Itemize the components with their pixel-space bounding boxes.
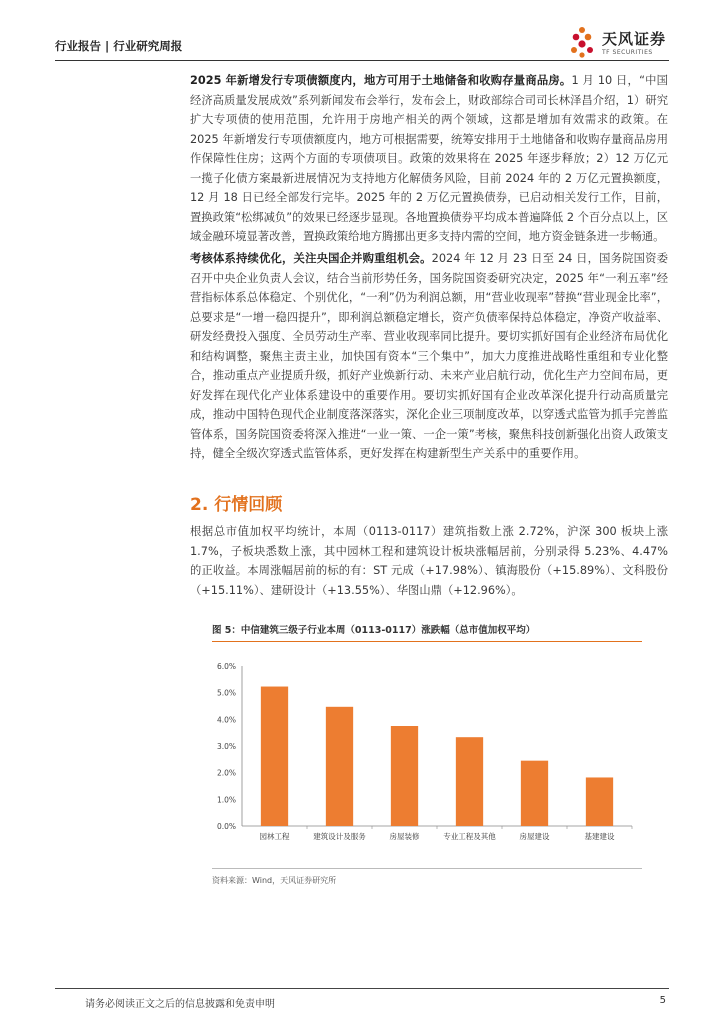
y-tick-label: 6.0% — [216, 662, 236, 671]
x-tick-label: 园林工程 — [259, 832, 290, 841]
logo-brand-en: TF SECURITIES — [602, 49, 653, 56]
bar — [391, 726, 418, 826]
figure-source: 资料来源：Wind，天风证券研究所 — [212, 876, 337, 885]
x-tick-label: 房屋建设 — [519, 832, 550, 841]
footer-divider — [55, 988, 669, 989]
paragraph-body: 2024 年 12 月 23 日至 24 日，国务院国资委召开中央企业负责人会议，结合当前形势任务，国务院国资委研究决定，2025 年“一利五率”经营指标体系总体稳定、个别优化，“一利”仍为利润总额，用“营业收现率”替换“营业现金比率”，总要求是“一增一稳四提升”，即利润总额稳定增长，资产负债率保持总体稳定，净资产收益率、研发经费投入强度、全员劳动生产率、营业收现率同比提升。要切实抓好国有企业经济布局优化和结构调整，聚焦主责主业，加快国有资本“三个集中”，加大力度推进战略性重组和专业化整合，推动重点产业提质升级，抓好产业焕新行动、未来产业启航行动，优化生产力空间布局，更好发挥在现代化产业体系建设中的重要作用。要切实抓好国有企业改革深化提升行动高质量完成，推动中国特色现代企业制度落深落实，深化企业三项制度改革，以穿透式监管为抓手完善监管体系，国务院国资委将深入推进“一业一策、一企一策”考核，聚焦科技创新强化出资人政策支持，健全全级次穿透式监管体系，更好发挥在构建新型生产关系中的重要作用。 — [190, 252, 668, 460]
bar — [326, 707, 353, 826]
paragraph-body: 根据总市值加权平均统计，本周（0113-0117）建筑指数上涨 2.72%，沪深 300 板块上涨 1.7%，子板块悉数上涨，其中园林工程和建筑设计板块涨幅居前，分别录得 5.23%、4.47% 的正收益。本周涨幅居前的标的有：ST 元成（+17.98%）、镇海股份（+15.89%）、文科股份（+15.11%）、建研设计（+13.55%）、华图山鼎（+12.96%）。 — [190, 525, 668, 597]
y-tick-label: 3.0% — [216, 742, 236, 751]
y-tick-label: 0.0% — [216, 822, 236, 831]
bar — [456, 737, 483, 826]
paragraph-special-bonds — [190, 71, 668, 247]
report-header: 行业报告 | 行业研究周报 — [55, 39, 183, 53]
y-tick-label: 2.0% — [216, 768, 236, 778]
bar-chart — [212, 648, 642, 866]
paragraph-assessment-system — [190, 249, 668, 464]
figure-top-rule — [212, 641, 642, 642]
y-tick-label: 5.0% — [216, 688, 236, 698]
figure-title: 图 5：中信建筑三级子行业本周（0113-0117）涨跌幅（总市值加权平均） — [212, 625, 536, 636]
bar — [521, 761, 548, 826]
figure-bottom-rule — [212, 868, 642, 869]
x-tick-label: 建筑设计及服务 — [313, 832, 366, 841]
bar — [586, 777, 613, 826]
x-tick-label: 房屋装修 — [389, 832, 420, 841]
footer-disclaimer: 请务必阅读正文之后的信息披露和免责申明 — [85, 999, 275, 1010]
paragraph-body: 1 月 10 日，“中国经济高质量发展成效”系列新闻发布会举行，发布会上，财政部综合司司长林泽昌介绍，1）研究扩大专项债的使用范围，允许用于房地产相关的两个领域，这都是增加有效需求的政策。在 2025 年新增发行专项债额度内，地方可根据需要，统筹安排用于土地储备和收购存量商品房用作保障性住房；这两个方面的专项债项目。政策的效果将在 2025 年逐步释放；2）12 万亿元一揽子化债方案最新进展情况为支持地方化解债务风险，目前 2024 年的 2 万亿元置换额度，12 月 18 日已经全部发行完毕。2025 年的 2 万亿元置换债券，已启动相关发行工作，目前，置换政策“松绑减负”的效果已经逐步显现。各地置换债券平均成本普遍降低 2 个百分点以上，区域金融环境显著改善，置换政策给地方腾挪出更多支持内需的空间，地方资金链条进一步畅通。 — [190, 74, 668, 243]
paragraph-lead: 2025 年新增发行专项债额度内，地方可用于土地储备和收购存量商品房。 — [190, 74, 572, 87]
page-number: 5 — [659, 995, 666, 1006]
paragraph-market-review — [190, 522, 668, 600]
x-tick-label: 专业工程及其他 — [443, 832, 496, 841]
y-tick-label: 1.0% — [216, 795, 236, 805]
logo-brand-cn: 天风证券 — [602, 30, 667, 48]
section-title: 2. 行情回顾 — [190, 495, 283, 515]
x-tick-label: 基建建设 — [584, 832, 615, 841]
paragraph-lead: 考核体系持续优化，关注央国企并购重组机会。 — [190, 252, 432, 265]
bar — [261, 687, 288, 826]
y-tick-label: 4.0% — [216, 715, 236, 725]
header-divider — [55, 60, 669, 61]
